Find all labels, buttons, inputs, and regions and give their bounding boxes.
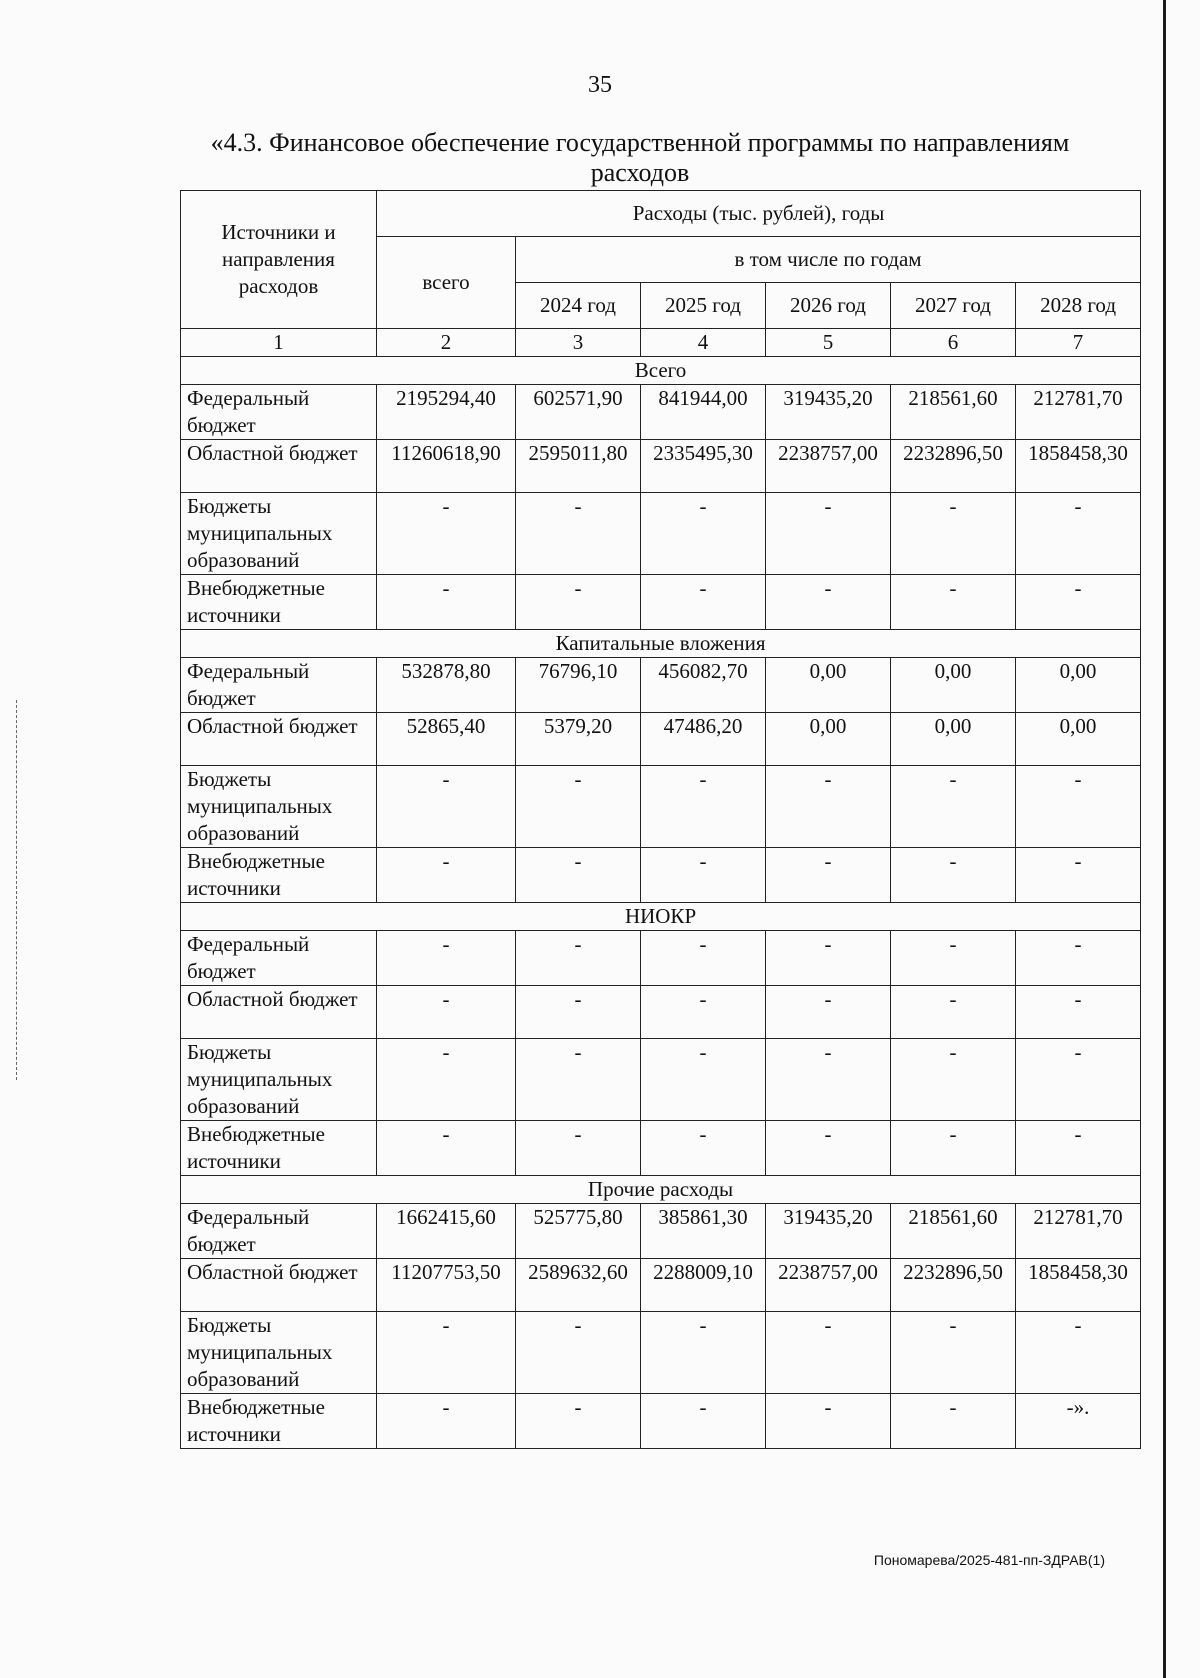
page-edge-line	[1163, 0, 1166, 1678]
value-cell: -	[377, 986, 516, 1039]
value-cell: -	[1016, 1039, 1141, 1121]
value-cell: -	[1016, 931, 1141, 986]
row-label: Областной бюджет	[181, 986, 377, 1039]
header-year: 2027 год	[891, 283, 1016, 329]
section-row	[181, 630, 1141, 658]
value-cell: -	[641, 848, 766, 903]
row-label: Внебюджетные источники	[181, 1394, 377, 1449]
value-cell: -	[641, 1312, 766, 1394]
table-row	[181, 1121, 1141, 1176]
header-year: 2026 год	[766, 283, 891, 329]
column-number: 7	[1016, 329, 1141, 357]
page-number: 35	[588, 72, 612, 98]
table-row	[181, 575, 1141, 630]
table-row	[181, 385, 1141, 440]
value-cell: 2232896,50	[891, 1259, 1016, 1312]
row-label: Бюджеты муниципальных образований	[181, 766, 377, 848]
value-cell: -».	[1016, 1394, 1141, 1449]
row-label: Областной бюджет	[181, 713, 377, 766]
value-cell: -	[766, 1121, 891, 1176]
table-row	[181, 931, 1141, 986]
value-cell: 2238757,00	[766, 1259, 891, 1312]
column-numbers-row	[181, 329, 1141, 357]
value-cell: -	[891, 931, 1016, 986]
value-cell: -	[1016, 1312, 1141, 1394]
value-cell: 1858458,30	[1016, 1259, 1141, 1312]
value-cell: 0,00	[766, 713, 891, 766]
row-label: Бюджеты муниципальных образований	[181, 1312, 377, 1394]
column-number: 4	[641, 329, 766, 357]
value-cell: -	[377, 1121, 516, 1176]
value-cell: -	[1016, 848, 1141, 903]
table-row	[181, 986, 1141, 1039]
section-title: Всего	[181, 357, 1141, 385]
value-cell: -	[641, 1394, 766, 1449]
value-cell: -	[891, 1394, 1016, 1449]
value-cell: -	[766, 931, 891, 986]
value-cell: -	[641, 766, 766, 848]
value-cell: -	[516, 1394, 641, 1449]
value-cell: 0,00	[766, 658, 891, 713]
header-year: 2028 год	[1016, 283, 1141, 329]
value-cell: -	[641, 1121, 766, 1176]
value-cell: 0,00	[1016, 713, 1141, 766]
value-cell: -	[641, 575, 766, 630]
value-cell: -	[766, 766, 891, 848]
value-cell: -	[516, 848, 641, 903]
value-cell: -	[516, 575, 641, 630]
value-cell: -	[891, 575, 1016, 630]
value-cell: -	[516, 986, 641, 1039]
value-cell: -	[891, 848, 1016, 903]
value-cell: 76796,10	[516, 658, 641, 713]
header-expenses: Расходы (тыс. рублей), годы	[377, 191, 1141, 237]
value-cell: -	[516, 1312, 641, 1394]
value-cell: -	[891, 1039, 1016, 1121]
table-row	[181, 658, 1141, 713]
value-cell: -	[1016, 493, 1141, 575]
header-total: всего	[377, 237, 516, 329]
value-cell: -	[1016, 1121, 1141, 1176]
value-cell: -	[641, 986, 766, 1039]
table-row	[181, 493, 1141, 575]
row-label: Федеральный бюджет	[181, 931, 377, 986]
value-cell: 602571,90	[516, 385, 641, 440]
value-cell: 1662415,60	[377, 1204, 516, 1259]
header-source: Источники и направления расходов	[181, 191, 377, 329]
value-cell: -	[516, 766, 641, 848]
value-cell: 212781,70	[1016, 1204, 1141, 1259]
row-label: Федеральный бюджет	[181, 1204, 377, 1259]
binding-marks	[16, 700, 19, 1080]
row-label: Внебюджетные источники	[181, 848, 377, 903]
value-cell: -	[891, 1312, 1016, 1394]
value-cell: 5379,20	[516, 713, 641, 766]
value-cell: -	[377, 848, 516, 903]
value-cell: 2589632,60	[516, 1259, 641, 1312]
value-cell: -	[766, 493, 891, 575]
column-number: 1	[181, 329, 377, 357]
value-cell: -	[377, 931, 516, 986]
value-cell: -	[1016, 575, 1141, 630]
table-row	[181, 1394, 1141, 1449]
value-cell: -	[641, 493, 766, 575]
row-label: Областной бюджет	[181, 440, 377, 493]
table-row	[181, 1312, 1141, 1394]
value-cell: 2595011,80	[516, 440, 641, 493]
header-year: 2025 год	[641, 283, 766, 329]
row-label: Федеральный бюджет	[181, 658, 377, 713]
column-number: 5	[766, 329, 891, 357]
value-cell: 47486,20	[641, 713, 766, 766]
value-cell: -	[377, 766, 516, 848]
header-by-years: в том числе по годам	[516, 237, 1141, 283]
value-cell: 319435,20	[766, 1204, 891, 1259]
row-label: Внебюджетные источники	[181, 1121, 377, 1176]
value-cell: -	[377, 1312, 516, 1394]
value-cell: 2232896,50	[891, 440, 1016, 493]
document-footer: Пономарева/2025-481-пп-ЗДРАВ(1)	[873, 1552, 1105, 1568]
value-cell: -	[516, 931, 641, 986]
value-cell: 11260618,90	[377, 440, 516, 493]
value-cell: -	[1016, 766, 1141, 848]
column-number: 3	[516, 329, 641, 357]
header-year: 2024 год	[516, 283, 641, 329]
value-cell: -	[766, 1312, 891, 1394]
table-row	[181, 713, 1141, 766]
value-cell: 2238757,00	[766, 440, 891, 493]
value-cell: -	[641, 931, 766, 986]
value-cell: 218561,60	[891, 1204, 1016, 1259]
value-cell: 456082,70	[641, 658, 766, 713]
value-cell: -	[516, 1121, 641, 1176]
table-row	[181, 440, 1141, 493]
row-label: Бюджеты муниципальных образований	[181, 1039, 377, 1121]
value-cell: 0,00	[1016, 658, 1141, 713]
value-cell: -	[516, 1039, 641, 1121]
value-cell: 532878,80	[377, 658, 516, 713]
value-cell: 0,00	[891, 713, 1016, 766]
value-cell: 2288009,10	[641, 1259, 766, 1312]
value-cell: -	[766, 848, 891, 903]
table-row	[181, 848, 1141, 903]
value-cell: -	[766, 986, 891, 1039]
section-title: Прочие расходы	[181, 1176, 1141, 1204]
row-label: Бюджеты муниципальных образований	[181, 493, 377, 575]
section-row	[181, 903, 1141, 931]
value-cell: -	[377, 1394, 516, 1449]
value-cell: 319435,20	[766, 385, 891, 440]
column-number: 6	[891, 329, 1016, 357]
value-cell: -	[641, 1039, 766, 1121]
value-cell: 525775,80	[516, 1204, 641, 1259]
value-cell: -	[766, 575, 891, 630]
value-cell: -	[377, 1039, 516, 1121]
value-cell: -	[516, 493, 641, 575]
value-cell: -	[766, 1039, 891, 1121]
table-row	[181, 1204, 1141, 1259]
value-cell: -	[377, 575, 516, 630]
table-row	[181, 766, 1141, 848]
value-cell: -	[891, 986, 1016, 1039]
value-cell: -	[766, 1394, 891, 1449]
section-row	[181, 357, 1141, 385]
value-cell: 0,00	[891, 658, 1016, 713]
row-label: Федеральный бюджет	[181, 385, 377, 440]
value-cell: 2195294,40	[377, 385, 516, 440]
page-title: «4.3. Финансовое обеспечение государственной программы по направлениям расходов	[210, 128, 1070, 187]
section-row	[181, 1176, 1141, 1204]
row-label: Внебюджетные источники	[181, 575, 377, 630]
value-cell: 2335495,30	[641, 440, 766, 493]
table-row	[181, 1259, 1141, 1312]
value-cell: -	[891, 766, 1016, 848]
value-cell: 841944,00	[641, 385, 766, 440]
row-label: Областной бюджет	[181, 1259, 377, 1312]
section-title: Капитальные вложения	[181, 630, 1141, 658]
value-cell: 1858458,30	[1016, 440, 1141, 493]
table-row	[181, 1039, 1141, 1121]
financing-table	[180, 190, 1141, 1449]
value-cell: 212781,70	[1016, 385, 1141, 440]
value-cell: 11207753,50	[377, 1259, 516, 1312]
table-body	[181, 329, 1141, 1449]
value-cell: -	[377, 493, 516, 575]
value-cell: -	[891, 493, 1016, 575]
value-cell: 52865,40	[377, 713, 516, 766]
section-title: НИОКР	[181, 903, 1141, 931]
value-cell: -	[891, 1121, 1016, 1176]
column-number: 2	[377, 329, 516, 357]
value-cell: 385861,30	[641, 1204, 766, 1259]
value-cell: -	[1016, 986, 1141, 1039]
value-cell: 218561,60	[891, 385, 1016, 440]
